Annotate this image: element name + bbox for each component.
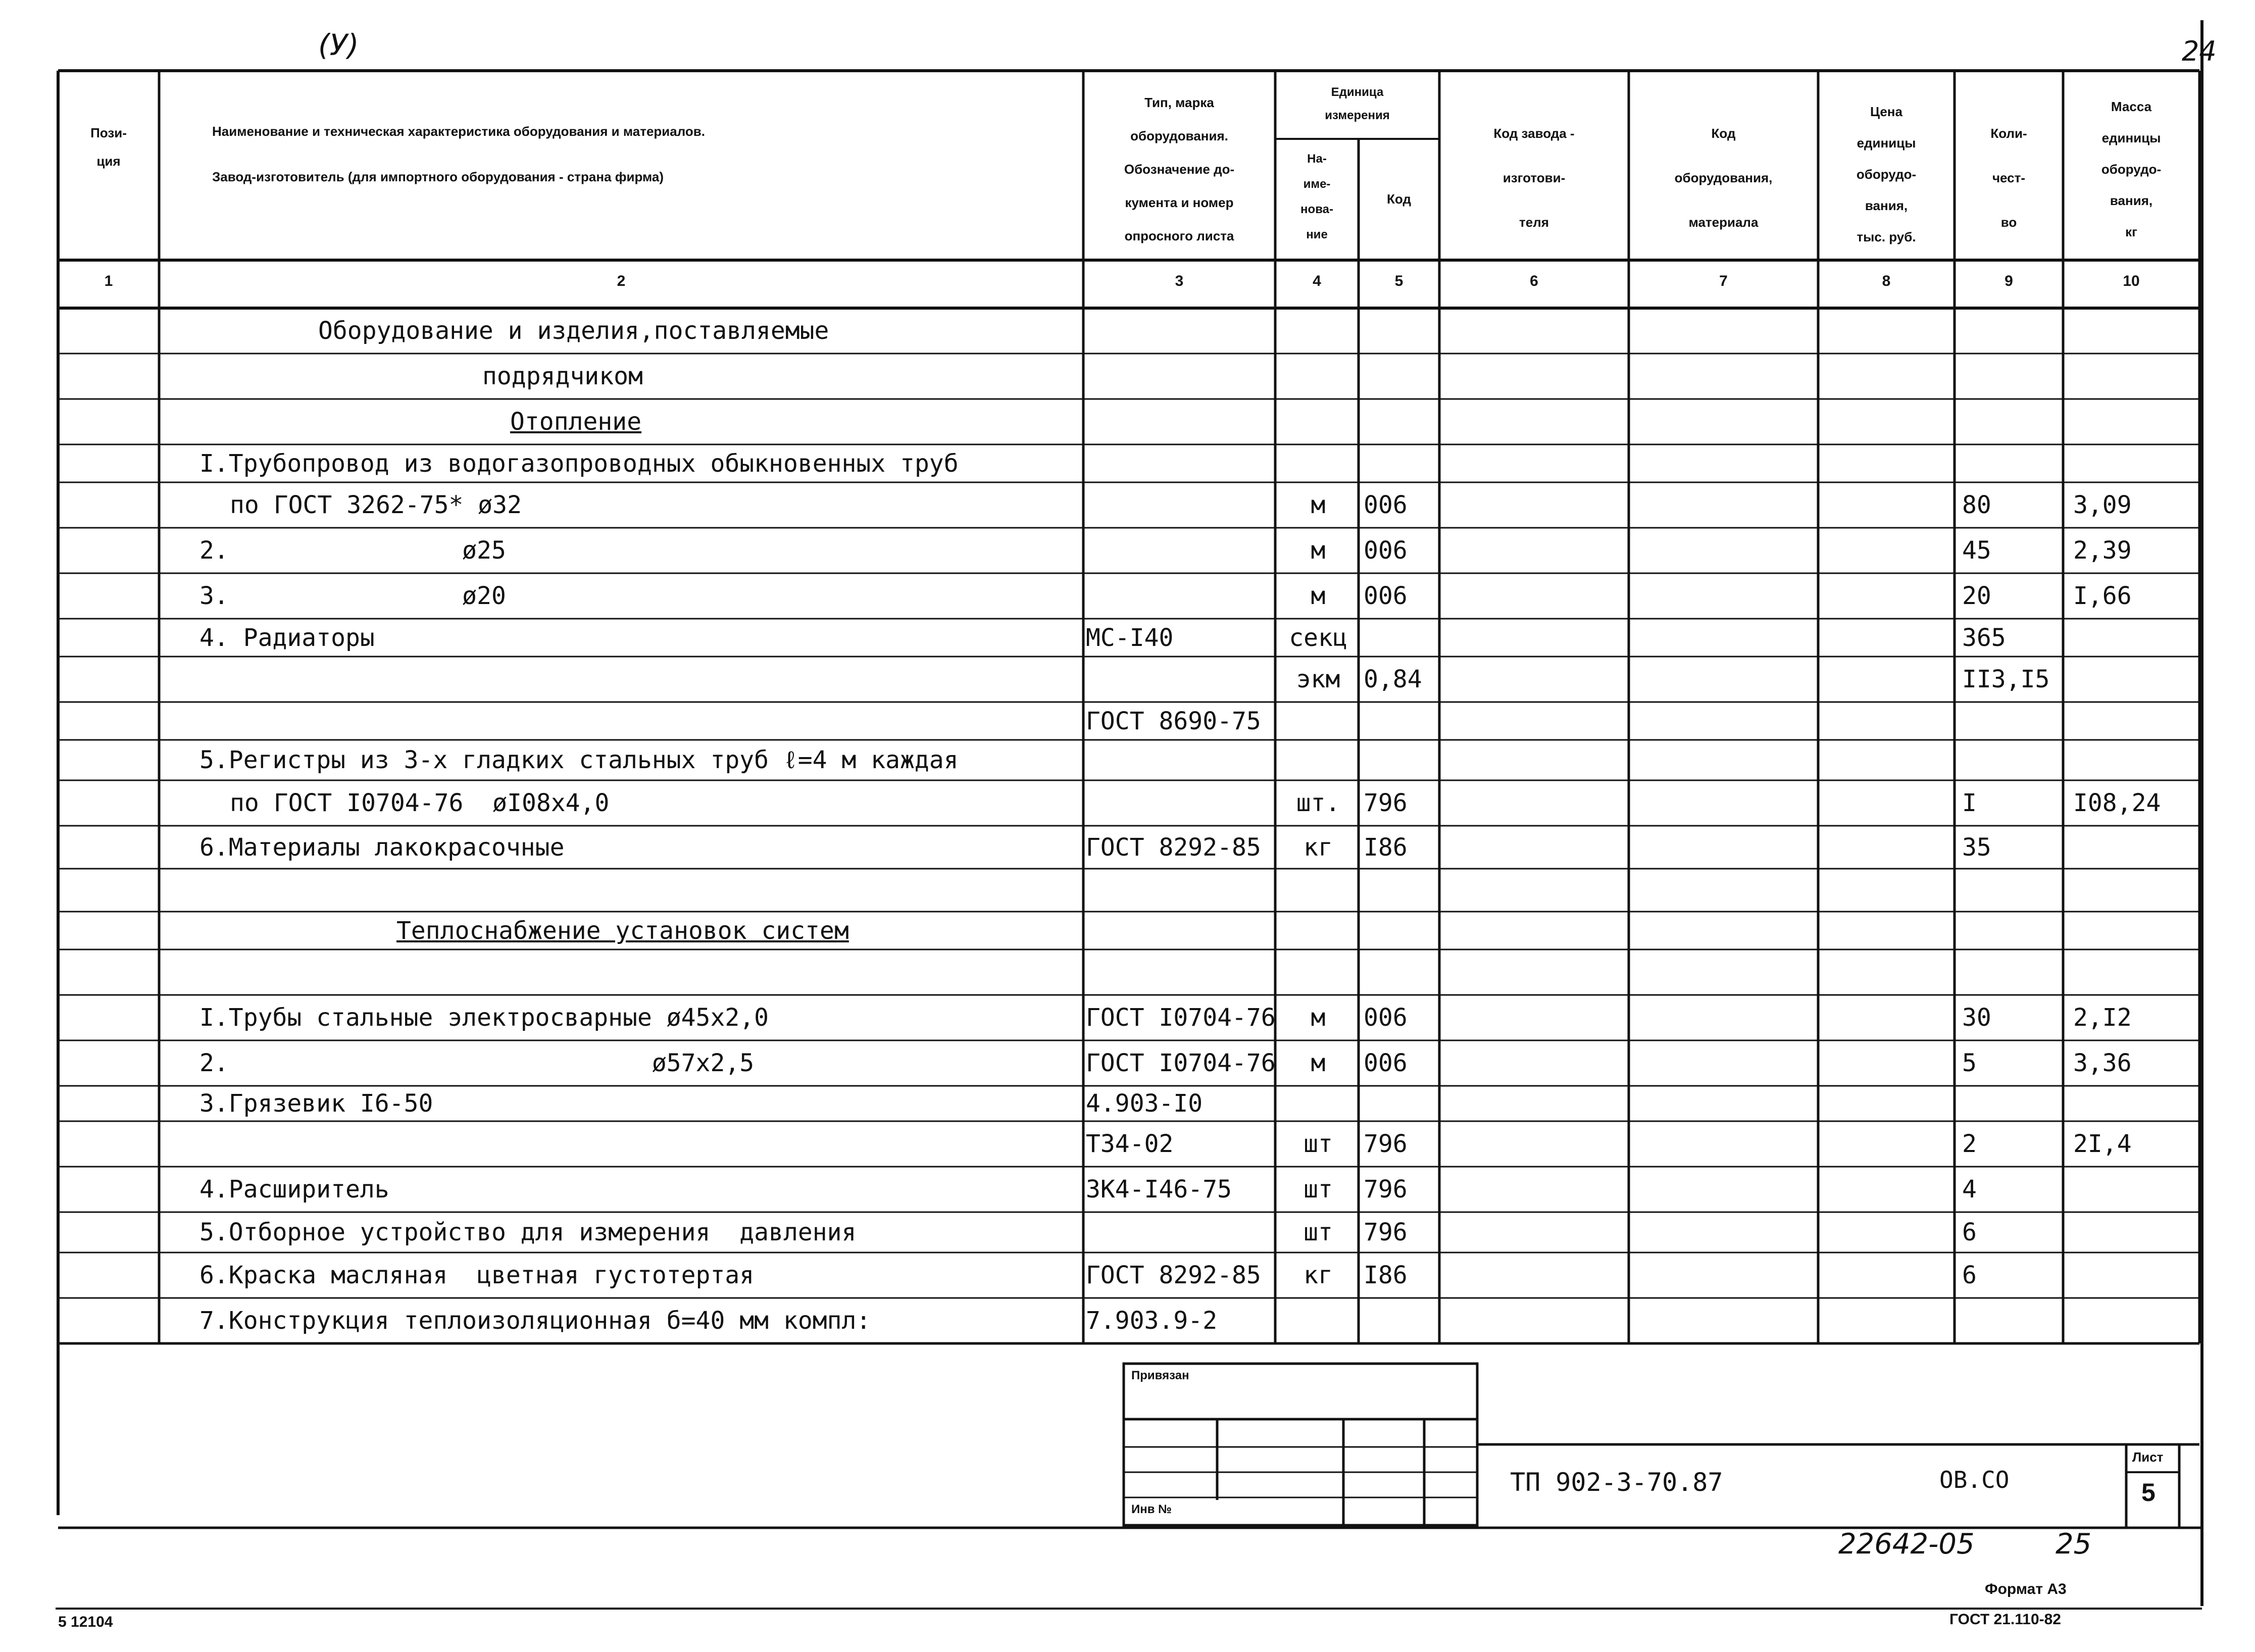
row-code: I86 <box>1364 1261 1408 1289</box>
column-number: 2 <box>617 273 626 289</box>
row-name: Оборудование и изделия,поставляемые <box>318 317 829 345</box>
row-qty: 2 <box>1962 1130 1977 1158</box>
row-unit: секц <box>1289 623 1347 652</box>
row-name: 6.Материалы лакокрасочные <box>199 833 565 862</box>
row-type: МС-I40 <box>1086 623 1174 652</box>
column-number: 9 <box>2005 273 2013 289</box>
row-name: 2. ø25 <box>199 536 506 565</box>
row-unit: м <box>1311 1049 1326 1077</box>
row-qty: 20 <box>1962 582 1991 610</box>
sheet-number: 5 <box>2141 1478 2156 1507</box>
row-unit: м <box>1311 582 1326 610</box>
row-name: 4.Расширитель <box>199 1175 389 1204</box>
row-type: ГОСТ 8292-85 <box>1086 833 1261 862</box>
row-name: 5.Регистры из 3-х гладких стальных труб ℓ=4 м каждая <box>199 746 959 774</box>
row-code: 796 <box>1364 1218 1408 1246</box>
row-name: 2. ø57x2,5 <box>199 1049 755 1077</box>
row-code: 006 <box>1364 536 1408 565</box>
header-equipment-code: Код оборудования, материала <box>1674 126 1773 230</box>
row-name: Отопление <box>510 408 642 436</box>
row-qty: 6 <box>1962 1218 1977 1246</box>
row-unit: м <box>1311 1004 1326 1032</box>
row-name: 3.Грязевик I6-50 <box>199 1089 433 1118</box>
row-qty: 365 <box>1962 623 2006 652</box>
row-name: I.Трубопровод из водогазопроводных обыкновенных труб <box>199 449 959 478</box>
row-mass: 3,36 <box>2073 1049 2132 1077</box>
document-code: ТП 902-3-70.87 <box>1510 1468 1723 1497</box>
row-type: ГОСТ I0704-76 <box>1086 1004 1276 1032</box>
column-number: 1 <box>104 273 113 289</box>
row-code: 796 <box>1364 789 1408 817</box>
row-type: 7.903.9-2 <box>1086 1307 1218 1335</box>
stamp-privyazan: Привязан <box>1131 1369 1189 1382</box>
header-mass: Масса единицы оборудо- вания, кг <box>2101 99 2162 239</box>
row-code: I86 <box>1364 833 1408 862</box>
row-type: ГОСТ I0704-76 <box>1086 1049 1276 1077</box>
header-unit-code: Код <box>1387 191 1411 207</box>
header-unit-group: Единица измерения <box>1325 85 1390 122</box>
row-qty: 35 <box>1962 833 1991 862</box>
row-name: 5.Отборное устройство для измерения давления <box>199 1218 857 1246</box>
row-mass: 2,39 <box>2073 536 2132 565</box>
row-unit: экм <box>1296 665 1340 693</box>
header-quantity: Коли- чест- во <box>1990 126 2027 230</box>
handwritten-mark: (У) <box>318 28 359 62</box>
column-number: 7 <box>1719 273 1728 289</box>
row-qty: 4 <box>1962 1175 1977 1204</box>
row-code: 006 <box>1364 1004 1408 1032</box>
inventory-number-handwritten: 22642-05 <box>1838 1528 1975 1561</box>
sheet-label: Лист <box>2132 1449 2164 1465</box>
row-unit: шт <box>1304 1130 1333 1158</box>
row-type: 4.903-I0 <box>1086 1089 1203 1118</box>
sheet-code-bottom-left: 5 12104 <box>58 1614 113 1630</box>
page-number-handwritten-bottom: 25 <box>2056 1528 2092 1561</box>
column-number: 8 <box>1882 273 1891 289</box>
row-qty: 30 <box>1962 1004 1991 1032</box>
row-code: 006 <box>1364 1049 1408 1077</box>
row-name: I.Трубы стальные электросварные ø45x2,0 <box>199 1004 769 1032</box>
row-unit: шт. <box>1296 789 1340 817</box>
row-qty: II3,I5 <box>1962 665 2050 693</box>
row-code: 006 <box>1364 491 1408 519</box>
row-unit: м <box>1311 491 1326 519</box>
row-code: 006 <box>1364 582 1408 610</box>
column-number: 5 <box>1394 273 1404 289</box>
row-qty: 6 <box>1962 1261 1977 1289</box>
column-number: 3 <box>1175 273 1184 289</box>
row-name: 3. ø20 <box>199 582 506 610</box>
row-qty: I <box>1962 789 1977 817</box>
row-name: 7.Конструкция теплоизоляционная б=40 мм компл: <box>199 1307 871 1335</box>
row-qty: 5 <box>1962 1049 1977 1077</box>
row-unit: м <box>1311 536 1326 565</box>
row-name: подрядчиком <box>482 362 643 390</box>
row-mass: I,66 <box>2073 582 2132 610</box>
column-number: 6 <box>1530 273 1538 289</box>
header-name: Наименование и техническая характеристика оборудования и материалов. Завод-изготовитель (для импортного оборудования - страна фирма) <box>212 124 706 184</box>
header-price: Цена единицы оборудо- вания, тыс. руб. <box>1856 104 1917 244</box>
row-type: Т34-02 <box>1086 1130 1174 1158</box>
document-mark: ОВ.СО <box>1939 1466 2010 1493</box>
header-unit-name: На- име- нова- ние <box>1300 152 1333 241</box>
header-maker-code: Код завода - изготови- теля <box>1493 126 1575 230</box>
row-name: Теплоснабжение установок систем <box>396 916 849 945</box>
row-unit: кг <box>1304 1261 1333 1289</box>
row-name: 4. Радиаторы <box>199 623 375 652</box>
gost-label: ГОСТ 21.110-82 <box>1949 1611 2061 1628</box>
row-unit: кг <box>1304 833 1333 862</box>
format-label: Формат А3 <box>1985 1581 2067 1597</box>
row-qty: 80 <box>1962 491 1991 519</box>
row-code: 796 <box>1364 1130 1408 1158</box>
row-mass: I08,24 <box>2073 789 2161 817</box>
row-name: по ГОСТ 3262-75* ø32 <box>230 491 522 519</box>
row-qty: 45 <box>1962 536 1991 565</box>
row-type: 3К4-I46-75 <box>1086 1175 1232 1204</box>
column-number: 10 <box>2123 273 2140 289</box>
row-unit: шт <box>1304 1218 1333 1246</box>
stamp-inv-no: Инв № <box>1131 1503 1172 1516</box>
row-type: ГОСТ 8690-75 <box>1086 707 1261 735</box>
header-position: Пози- ция <box>90 125 127 169</box>
row-name: по ГОСТ I0704-76 øI08x4,0 <box>230 789 610 817</box>
row-mass: 2,I2 <box>2073 1004 2132 1032</box>
column-number: 4 <box>1313 273 1321 289</box>
row-code: 796 <box>1364 1175 1408 1204</box>
row-type: ГОСТ 8292-85 <box>1086 1261 1261 1289</box>
row-name: 6.Краска масляная цветная густотертая <box>199 1261 755 1289</box>
row-unit: шт <box>1304 1175 1333 1204</box>
header-type: Тип, марка оборудования. Обозначение до- кумента и номер опросного листа <box>1124 95 1235 243</box>
row-code: 0,84 <box>1364 665 1422 693</box>
row-mass: 3,09 <box>2073 491 2132 519</box>
page-number-handwritten: 24 <box>2182 35 2217 67</box>
row-mass: 2I,4 <box>2073 1130 2132 1158</box>
